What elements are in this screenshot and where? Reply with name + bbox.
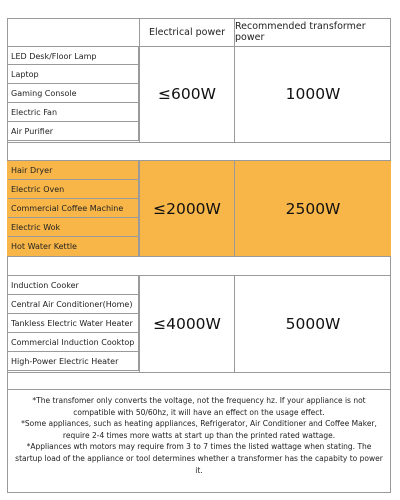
appliance-item: Gaming Console — [8, 84, 139, 103]
appliance-item: Electric Oven — [8, 180, 139, 199]
footnotes — [14, 395, 384, 476]
column-divider — [234, 160, 235, 256]
power-value-2000w: ≤2000W — [153, 199, 221, 218]
appliance-item: Air Purifier — [8, 122, 139, 141]
appliance-item: High-Power Electric Heater — [8, 352, 139, 371]
column-divider — [139, 160, 140, 256]
appliance-item: Electric Wok — [8, 218, 139, 237]
transformer-value-5000w: 5000W — [285, 315, 341, 333]
appliance-item: Electric Fan — [8, 103, 139, 122]
transformer-value-1000w: 1000W — [285, 85, 341, 103]
appliance-item: Central Air Conditioner(Home) — [8, 295, 139, 314]
appliance-item: Induction Cooker — [8, 276, 139, 295]
group-divider — [7, 142, 391, 143]
column-divider — [234, 275, 235, 372]
column-divider — [139, 18, 140, 142]
group-divider — [7, 256, 391, 257]
footnote: *Some appliances, such as heating appliances, Refrigerator, Air Conditioner and Coffee Maker, require 2-4 times more watts at start up than the printed rated wattage. — [21, 419, 377, 440]
appliance-item: Commercial Coffee Machine — [8, 199, 139, 218]
power-value-4000w: ≤4000W — [153, 315, 221, 333]
notes-divider — [7, 389, 391, 390]
header-electrical-power: Electrical power — [148, 26, 226, 38]
appliance-item: LED Desk/Floor Lamp — [8, 46, 139, 65]
column-divider — [139, 275, 140, 372]
appliance-item: Hair Dryer — [8, 161, 139, 180]
footnote: *The transfomer only converts the voltage, not the frequency hz. If your appliance is not compatible with 50/60hz, it will have an effect on the usage effect. — [32, 396, 366, 417]
appliance-item: Hot Water Kettle — [8, 237, 139, 256]
appliance-item: Commercial Induction Cooktop — [8, 333, 139, 352]
appliance-item: Laptop — [8, 65, 139, 84]
header-recommended-transformer: Recommended transformer power — [235, 21, 366, 43]
power-value-600w: ≤600W — [158, 85, 216, 103]
appliance-item: Tankless Electric Water Heater — [8, 314, 139, 333]
transformer-value-2500w: 2500W — [285, 199, 341, 218]
group-divider — [7, 372, 391, 373]
column-divider — [234, 18, 235, 142]
footnote: *Appliances wth motors may require from 3 to 7 times the listed wattage when stating. The startup load of the appliance or tool determines whether a transformer has the capabity to power it. — [15, 442, 383, 475]
